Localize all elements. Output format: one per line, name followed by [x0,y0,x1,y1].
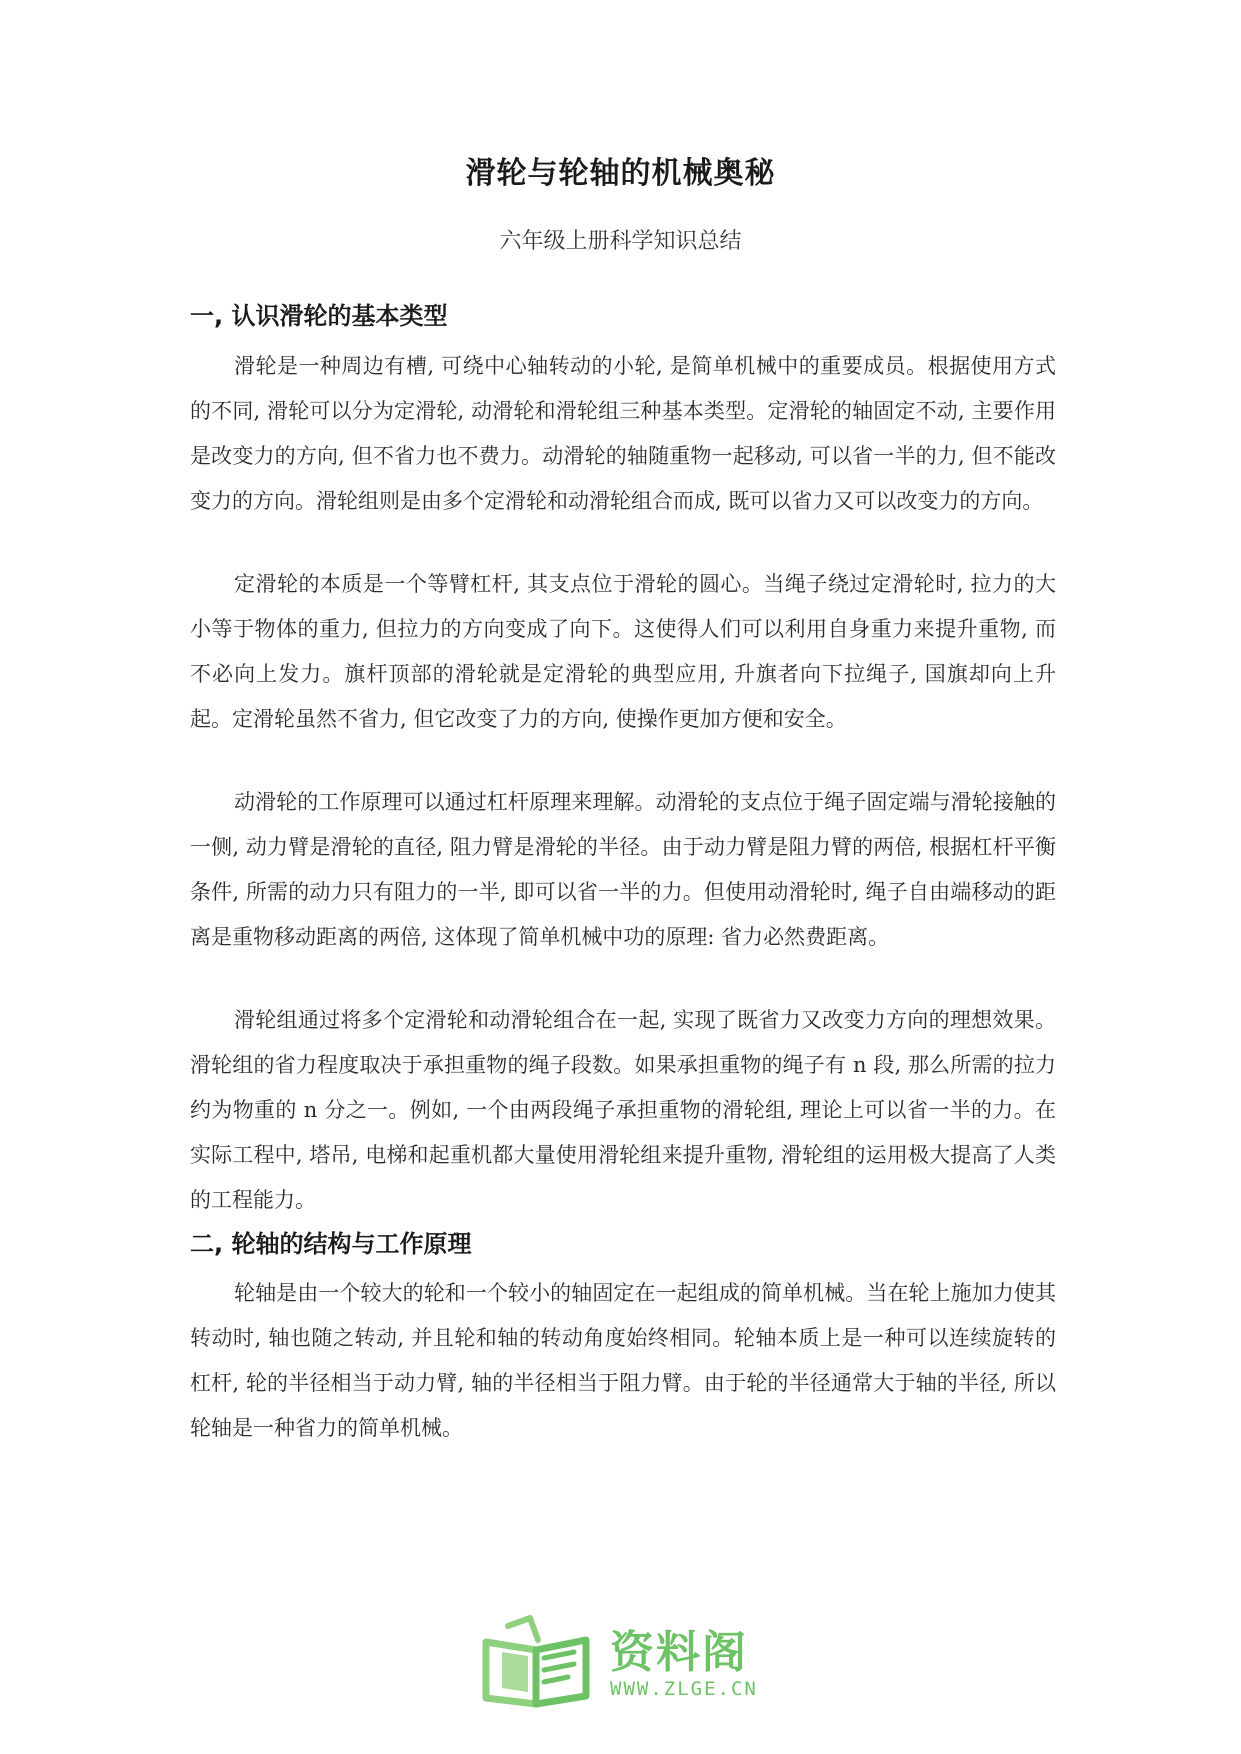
document-subtitle: 六年级上册科学知识总结 [499,229,742,254]
watermark-logo [478,1612,778,1708]
book-icon [478,1612,598,1708]
paragraph-pulley-block: 滑轮组通过将多个定滑轮和动滑轮组合在一起, 实现了既省力又改变力方向的理想效果。滑轮组的省力程度取决于承担重物的绳子段数。如果承担重物的绳子有 n 段, 那么所需的拉力约为物重的 n 分之一。例如, 一个由两段绳子承担重物的滑轮组, 理论上可以省一半的力。在实际工程中, 塔吊, 电梯和起重机都大量使用滑轮组来提升重物, 滑轮组的运用极大提高了人类的工程能力。 [190,1008,1056,1212]
section-heading-pulley-types: 一, 认识滑轮的基本类型 [190,302,448,330]
paragraph-fixed-pulley: 定滑轮的本质是一个等臂杠杆, 其支点位于滑轮的圆心。当绳子绕过定滑轮时, 拉力的大小等于物体的重力, 但拉力的方向变成了向下。这使得人们可以利用自身重力来提升重物, 而不必向上发力。旗杆顶部的滑轮就是定滑轮的典型应用, 升旗者向下拉绳子, 国旗却向上升起。定滑轮虽然不省力, 但它改变了力的方向, 使操作更加方便和安全。 [190,572,1056,731]
watermark-name: 资料阁 [610,1627,748,1678]
watermark-url: WWW.ZLGE.CN [610,1678,758,1700]
document-title: 滑轮与轮轴的机械奥秘 [465,156,776,191]
paragraph-pulley-intro: 滑轮是一种周边有槽, 可绕中心轴转动的小轮, 是简单机械中的重要成员。根据使用方式的不同, 滑轮可以分为定滑轮, 动滑轮和滑轮组三种基本类型。定滑轮的轴固定不动, 主要作用是改变力的方向, 但不省力也不费力。动滑轮的轴随重物一起移动, 可以省一半的力, 但不能改变力的方向。滑轮组则是由多个定滑轮和动滑轮组合而成, 既可以省力又可以改变力的方向。 [190,354,1056,513]
paragraph-wheel-axle-intro: 轮轴是由一个较大的轮和一个较小的轴固定在一起组成的简单机械。当在轮上施加力使其转动时, 轴也随之转动, 并且轮和轴的转动角度始终相同。轮轴本质上是一种可以连续旋转的杠杆, 轮的半径相当于动力臂, 轴的半径相当于阻力臂。由于轮的半径通常大于轴的半径, 所以轮轴是一种省力的简单机械。 [190,1281,1056,1440]
section-heading-wheel-axle: 二, 轮轴的结构与工作原理 [190,1230,472,1258]
paragraph-movable-pulley: 动滑轮的工作原理可以通过杠杆原理来理解。动滑轮的支点位于绳子固定端与滑轮接触的一侧, 动力臂是滑轮的直径, 阻力臂是滑轮的半径。由于动力臂是阻力臂的两倍, 根据杠杆平衡条件, 所需的动力只有阻力的一半, 即可以省一半的力。但使用动滑轮时, 绳子自由端移动的距离是重物移动距离的两倍, 这体现了简单机械中功的原理: 省力必然费距离。 [190,790,1056,949]
